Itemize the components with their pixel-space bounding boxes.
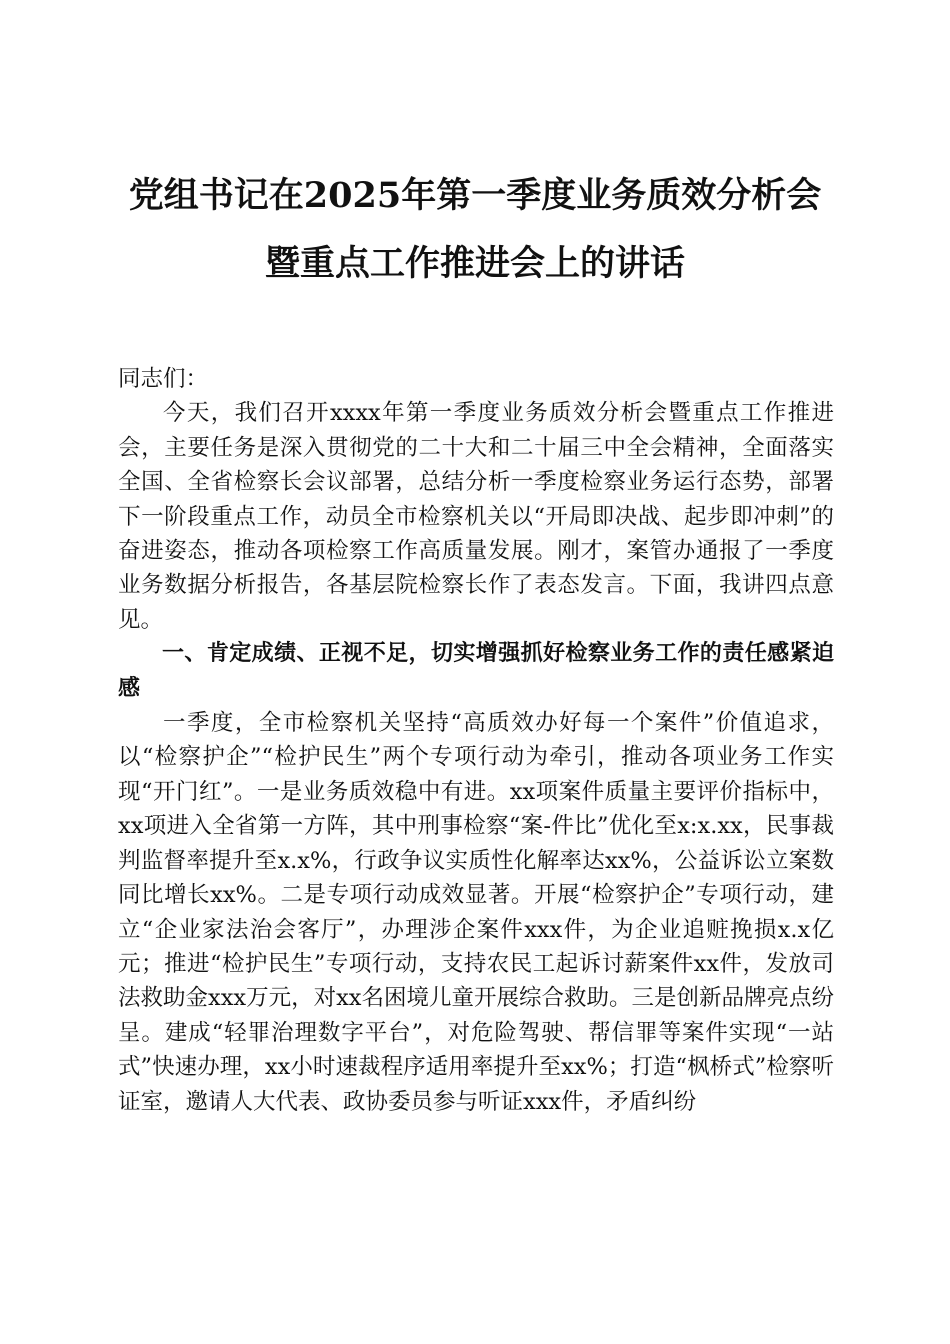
paragraph-achievements: 一季度，全市检察机关坚持“高质效办好每一个案件”价值追求，以“检察护企”“检护民生”两个专项行动为牵引，推动各项业务工作实现“开门红”。一是业务质效稳中有进。xx项案件质量主要评价指标中，xx项进入全省第一方阵，其中刑事检察“案-件比”优化至x:x.xx，民事裁判监督率提升至x.x%，行政争议实质性化解率达xx%，公益诉讼立案数同比增长xx%。二是专项行动成效显著。开展“检察护企”专项行动，建立“企业家法治会客厅”，办理涉企案件xxx件，为企业追赃挽损x.x亿元；推进“检护民生”专项行动，支持农民工起诉讨薪案件xx件，发放司法救助金xxx万元，对xx名困境儿童开展综合救助。三是创新品牌亮点纷呈。建成“轻罪治理数字平台”，对危险驾驶、帮信罪等案件实现“一站式”快速办理，xx小时速裁程序适用率提升至xx%；打造“枫桥式”检察听证室，邀请人大代表、政协委员参与听证xxx件，矛盾纠纷 (118, 710, 834, 1115)
document-title-line-1: 党组书记在2025年第一季度业务质效分析会 (128, 175, 822, 216)
document-body (118, 362, 834, 1119)
section-heading-1: 一、肯定成绩、正视不足，切实增强抓好检察业务工作的责任感紧迫感 (118, 641, 834, 701)
paragraph-opening: 今天，我们召开xxxx年第一季度业务质效分析会暨重点工作推进会，主要任务是深入贯彻党的二十大和二十届三中全会精神，全面落实全国、全省检察长会议部署，总结分析一季度检察业务运行态势，部署下一阶段重点工作，动员全市检察机关以“开局即决战、起步即冲刺”的奋进姿态，推动各项检察工作高质量发展。刚才，案管办通报了一季度业务数据分析报告，各基层院检察长作了表态发言。下面，我讲四点意见。 (118, 400, 834, 633)
document-title-line-2: 暨重点工作推进会上的讲话 (264, 243, 685, 284)
salutation: 同志们： (118, 366, 209, 392)
